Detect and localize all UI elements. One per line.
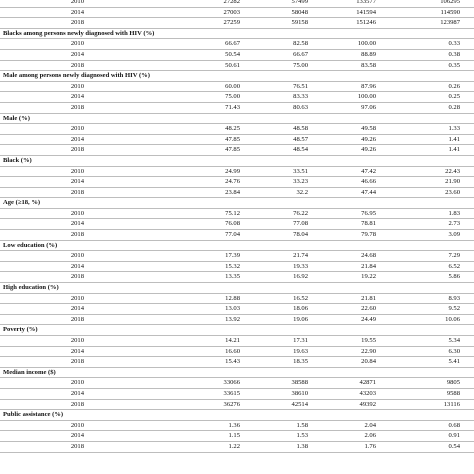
value-cell: 0.68	[404, 420, 474, 431]
year-cell: 2010	[0, 293, 170, 304]
value-cell: 59158	[248, 18, 326, 29]
value-cell: 76.95	[326, 208, 404, 219]
value-cell: 47.85	[170, 134, 248, 145]
value-cell: 76.22	[248, 208, 326, 219]
table-row	[0, 124, 474, 135]
table-row	[0, 251, 474, 262]
value-cell: 46.66	[326, 177, 404, 188]
value-cell: 24.68	[326, 251, 404, 262]
value-cell: 87.96	[326, 81, 404, 92]
value-cell: 38588	[248, 378, 326, 389]
value-cell: 79.78	[326, 230, 404, 241]
section-label: Public assistance (%)	[0, 410, 474, 421]
value-cell: 75.12	[170, 208, 248, 219]
value-cell: 21.74	[248, 251, 326, 262]
year-cell: 2014	[0, 388, 170, 399]
value-cell: 8.93	[404, 293, 474, 304]
value-cell: 0.35	[404, 60, 474, 71]
year-cell: 2018	[0, 230, 170, 241]
value-cell: 1.41	[404, 134, 474, 145]
table-row	[0, 7, 474, 18]
value-cell: 1.76	[326, 441, 404, 452]
value-cell: 16.92	[248, 272, 326, 283]
value-cell: 9588	[404, 388, 474, 399]
table-row	[0, 187, 474, 198]
value-cell: 18.06	[248, 304, 326, 315]
year-cell: 2018	[0, 399, 170, 410]
table-row	[0, 145, 474, 156]
value-cell: 49392	[326, 399, 404, 410]
value-cell: 133577	[326, 0, 404, 7]
table-row	[0, 81, 474, 92]
value-cell: 21.81	[326, 293, 404, 304]
section-label: Poverty (%)	[0, 325, 474, 336]
table-row	[0, 378, 474, 389]
year-cell: 2014	[0, 92, 170, 103]
year-cell: 2014	[0, 431, 170, 442]
year-cell: 2018	[0, 314, 170, 325]
year-cell: 2014	[0, 7, 170, 18]
table-row	[0, 166, 474, 177]
value-cell: 19.06	[248, 314, 326, 325]
value-cell: 19.63	[248, 346, 326, 357]
table-row	[0, 336, 474, 347]
value-cell: 100.00	[326, 39, 404, 50]
table-row	[0, 388, 474, 399]
section-header-row	[0, 325, 474, 336]
value-cell: 27259	[170, 18, 248, 29]
value-cell: 9.52	[404, 304, 474, 315]
year-cell: 2010	[0, 420, 170, 431]
year-cell: 2014	[0, 346, 170, 357]
value-cell: 6.30	[404, 346, 474, 357]
value-cell: 1.38	[248, 441, 326, 452]
value-cell: 47.44	[326, 187, 404, 198]
value-cell: 13116	[404, 399, 474, 410]
section-header-row	[0, 410, 474, 421]
year-cell: 2010	[0, 124, 170, 135]
value-cell: 19.33	[248, 261, 326, 272]
value-cell: 100.00	[326, 92, 404, 103]
value-cell: 16.60	[170, 346, 248, 357]
table-row	[0, 261, 474, 272]
table-row	[0, 18, 474, 29]
value-cell: 123987	[404, 18, 474, 29]
value-cell: 1.22	[170, 441, 248, 452]
value-cell: 0.25	[404, 92, 474, 103]
value-cell: 33.51	[248, 166, 326, 177]
section-label: High education (%)	[0, 283, 474, 294]
value-cell: 6.52	[404, 261, 474, 272]
section-header-row	[0, 71, 474, 82]
section-label: Age (≥18, %)	[0, 198, 474, 209]
value-cell: 1.15	[170, 431, 248, 442]
value-cell: 9805	[404, 378, 474, 389]
year-cell: 2014	[0, 304, 170, 315]
value-cell: 78.04	[248, 230, 326, 241]
value-cell: 47.85	[170, 145, 248, 156]
value-cell: 20.84	[326, 357, 404, 368]
table-row	[0, 314, 474, 325]
value-cell: 24.49	[326, 314, 404, 325]
value-cell: 15.43	[170, 357, 248, 368]
value-cell: 50.54	[170, 49, 248, 60]
section-header-row	[0, 155, 474, 166]
value-cell: 48.57	[248, 134, 326, 145]
value-cell: 47.42	[326, 166, 404, 177]
section-header-row	[0, 198, 474, 209]
value-cell: 14.21	[170, 336, 248, 347]
value-cell: 21.90	[404, 177, 474, 188]
value-cell: 77.04	[170, 230, 248, 241]
year-cell: 2018	[0, 60, 170, 71]
value-cell: 42871	[326, 378, 404, 389]
table-row	[0, 304, 474, 315]
year-cell: 2010	[0, 208, 170, 219]
value-cell: 13.92	[170, 314, 248, 325]
section-header-row	[0, 113, 474, 124]
year-cell: 2018	[0, 145, 170, 156]
value-cell: 7.29	[404, 251, 474, 262]
value-cell: 88.89	[326, 49, 404, 60]
value-cell: 80.63	[248, 102, 326, 113]
value-cell: 5.34	[404, 336, 474, 347]
table-row	[0, 399, 474, 410]
value-cell: 22.60	[326, 304, 404, 315]
value-cell: 83.33	[248, 92, 326, 103]
value-cell: 33.23	[248, 177, 326, 188]
value-cell: 71.43	[170, 102, 248, 113]
year-cell: 2010	[0, 81, 170, 92]
table-row	[0, 431, 474, 442]
value-cell: 16.52	[248, 293, 326, 304]
value-cell: 76.51	[248, 81, 326, 92]
year-cell: 2010	[0, 336, 170, 347]
value-cell: 151246	[326, 18, 404, 29]
value-cell: 48.58	[248, 124, 326, 135]
value-cell: 0.26	[404, 81, 474, 92]
value-cell: 0.33	[404, 39, 474, 50]
value-cell: 17.39	[170, 251, 248, 262]
value-cell: 106295	[404, 0, 474, 7]
table-row	[0, 272, 474, 283]
year-cell: 2018	[0, 102, 170, 113]
value-cell: 22.43	[404, 166, 474, 177]
table-row	[0, 177, 474, 188]
value-cell: 3.09	[404, 230, 474, 241]
value-cell: 1.41	[404, 145, 474, 156]
year-cell: 2018	[0, 187, 170, 198]
value-cell: 19.55	[326, 336, 404, 347]
table-row	[0, 293, 474, 304]
year-cell: 2018	[0, 18, 170, 29]
section-label: Black (%)	[0, 155, 474, 166]
value-cell: 77.08	[248, 219, 326, 230]
value-cell: 10.06	[404, 314, 474, 325]
value-cell: 114590	[404, 7, 474, 18]
value-cell: 49.58	[326, 124, 404, 135]
value-cell: 38610	[248, 388, 326, 399]
table-row	[0, 357, 474, 368]
value-cell: 5.86	[404, 272, 474, 283]
year-cell: 2014	[0, 134, 170, 145]
table-row	[0, 230, 474, 241]
year-cell: 2010	[0, 166, 170, 177]
year-cell: 2014	[0, 177, 170, 188]
section-header-row	[0, 367, 474, 378]
value-cell: 5.41	[404, 357, 474, 368]
value-cell: 1.36	[170, 420, 248, 431]
value-cell: 22.90	[326, 346, 404, 357]
year-cell: 2014	[0, 219, 170, 230]
value-cell: 1.58	[248, 420, 326, 431]
year-cell: 2010	[0, 251, 170, 262]
value-cell: 0.91	[404, 431, 474, 442]
value-cell: 141594	[326, 7, 404, 18]
table-row	[0, 92, 474, 103]
value-cell: 42514	[248, 399, 326, 410]
value-cell: 19.22	[326, 272, 404, 283]
table-row	[0, 346, 474, 357]
value-cell: 58048	[248, 7, 326, 18]
value-cell: 60.00	[170, 81, 248, 92]
value-cell: 12.88	[170, 293, 248, 304]
value-cell: 48.54	[248, 145, 326, 156]
value-cell: 24.99	[170, 166, 248, 177]
section-label: Blacks among persons newly diagnosed with HIV (%)	[0, 28, 474, 39]
value-cell: 49.26	[326, 145, 404, 156]
section-header-row	[0, 240, 474, 251]
value-cell: 49.26	[326, 134, 404, 145]
value-cell: 13.35	[170, 272, 248, 283]
table-row	[0, 420, 474, 431]
year-cell: 2010	[0, 0, 170, 7]
value-cell: 66.67	[248, 49, 326, 60]
table-row	[0, 441, 474, 452]
value-cell: 75.00	[170, 92, 248, 103]
value-cell: 2.73	[404, 219, 474, 230]
year-cell: 2018	[0, 441, 170, 452]
year-cell: 2018	[0, 357, 170, 368]
section-label: Median income ($)	[0, 367, 474, 378]
value-cell: 18.35	[248, 357, 326, 368]
value-cell: 50.61	[170, 60, 248, 71]
value-cell: 48.25	[170, 124, 248, 135]
year-cell: 2010	[0, 39, 170, 50]
value-cell: 2.04	[326, 420, 404, 431]
value-cell: 13.03	[170, 304, 248, 315]
section-header-row	[0, 283, 474, 294]
value-cell: 0.54	[404, 441, 474, 452]
table-row	[0, 208, 474, 219]
value-cell: 1.83	[404, 208, 474, 219]
year-cell: 2014	[0, 49, 170, 60]
year-cell: 2014	[0, 261, 170, 272]
section-header-row	[0, 28, 474, 39]
value-cell: 17.31	[248, 336, 326, 347]
value-cell: 97.06	[326, 102, 404, 113]
value-cell: 43203	[326, 388, 404, 399]
value-cell: 24.76	[170, 177, 248, 188]
value-cell: 21.84	[326, 261, 404, 272]
value-cell: 33066	[170, 378, 248, 389]
value-cell: 83.58	[326, 60, 404, 71]
value-cell: 23.84	[170, 187, 248, 198]
value-cell: 33615	[170, 388, 248, 399]
value-cell: 27003	[170, 7, 248, 18]
value-cell: 66.67	[170, 39, 248, 50]
value-cell: 0.28	[404, 102, 474, 113]
section-label: Male (%)	[0, 113, 474, 124]
value-cell: 1.53	[248, 431, 326, 442]
value-cell: 15.32	[170, 261, 248, 272]
value-cell: 2.06	[326, 431, 404, 442]
section-label: Low education (%)	[0, 240, 474, 251]
section-label: Male among persons newly diagnosed with HIV (%)	[0, 71, 474, 82]
table-row	[0, 102, 474, 113]
table-row	[0, 39, 474, 50]
table-row	[0, 49, 474, 60]
year-cell: 2018	[0, 272, 170, 283]
table-row	[0, 219, 474, 230]
value-cell: 1.33	[404, 124, 474, 135]
value-cell: 57499	[248, 0, 326, 7]
value-cell: 76.08	[170, 219, 248, 230]
table-row	[0, 134, 474, 145]
value-cell: 0.38	[404, 49, 474, 60]
value-cell: 23.60	[404, 187, 474, 198]
value-cell: 32.2	[248, 187, 326, 198]
value-cell: 36276	[170, 399, 248, 410]
table-row	[0, 60, 474, 71]
value-cell: 27282	[170, 0, 248, 7]
value-cell: 82.58	[248, 39, 326, 50]
table-row	[0, 0, 474, 7]
value-cell: 75.00	[248, 60, 326, 71]
value-cell: 78.81	[326, 219, 404, 230]
year-cell: 2010	[0, 378, 170, 389]
